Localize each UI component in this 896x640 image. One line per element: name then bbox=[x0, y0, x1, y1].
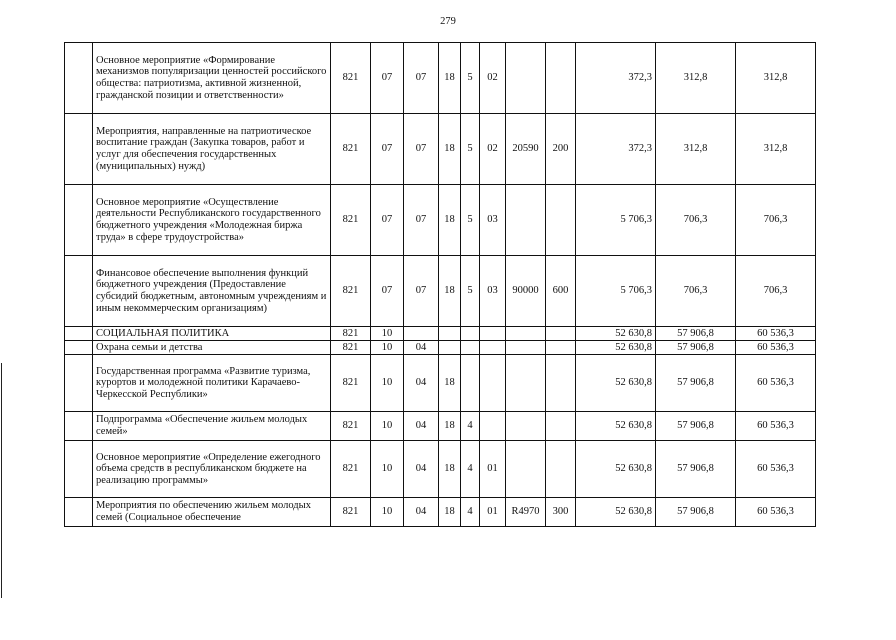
amount-year-2: 312,8 bbox=[656, 43, 736, 114]
subprogram-code: 5 bbox=[461, 185, 480, 256]
table-row bbox=[65, 256, 816, 327]
scan-edge-line bbox=[1, 363, 2, 598]
activity-code: 02 bbox=[480, 114, 506, 185]
section-code: 10 bbox=[371, 341, 404, 355]
direction-code: 20590 bbox=[506, 114, 546, 185]
amount-year-1: 52 630,8 bbox=[576, 341, 656, 355]
expense-type-code: 300 bbox=[546, 498, 576, 527]
amount-year-3: 312,8 bbox=[736, 114, 816, 185]
subsection-code: 07 bbox=[404, 256, 439, 327]
subprogram-code: 5 bbox=[461, 114, 480, 185]
activity-code: 01 bbox=[480, 498, 506, 527]
direction-code: 90000 bbox=[506, 256, 546, 327]
amount-year-2: 706,3 bbox=[656, 256, 736, 327]
amount-year-3: 312,8 bbox=[736, 43, 816, 114]
program-code: 18 bbox=[439, 43, 461, 114]
amount-year-1: 372,3 bbox=[576, 114, 656, 185]
amount-year-3: 60 536,3 bbox=[736, 327, 816, 341]
subsection-code: 04 bbox=[404, 341, 439, 355]
expense-type-code: 200 bbox=[546, 114, 576, 185]
program-code: 18 bbox=[439, 355, 461, 412]
section-code: 07 bbox=[371, 114, 404, 185]
amount-year-2: 57 906,8 bbox=[656, 327, 736, 341]
expense-type-code bbox=[546, 441, 576, 498]
subprogram-code: 4 bbox=[461, 412, 480, 441]
blank-cell bbox=[65, 43, 93, 114]
subprogram-code: 5 bbox=[461, 43, 480, 114]
program-code: 18 bbox=[439, 256, 461, 327]
row-name: Мероприятия, направленные на патриотическое воспитание граждан (Закупка товаров, работ и услуг для обеспечения государственных (муниципальных) нужд) bbox=[93, 114, 331, 185]
amount-year-2: 57 906,8 bbox=[656, 341, 736, 355]
table-row bbox=[65, 43, 816, 114]
ministry-code: 821 bbox=[331, 412, 371, 441]
section-code: 07 bbox=[371, 185, 404, 256]
amount-year-3: 706,3 bbox=[736, 185, 816, 256]
direction-code bbox=[506, 43, 546, 114]
expense-type-code: 600 bbox=[546, 256, 576, 327]
budget-table bbox=[64, 42, 816, 527]
activity-code bbox=[480, 355, 506, 412]
activity-code: 03 bbox=[480, 256, 506, 327]
amount-year-3: 60 536,3 bbox=[736, 341, 816, 355]
blank-cell bbox=[65, 355, 93, 412]
ministry-code: 821 bbox=[331, 498, 371, 527]
subsection-code bbox=[404, 327, 439, 341]
program-code: 18 bbox=[439, 185, 461, 256]
amount-year-1: 52 630,8 bbox=[576, 412, 656, 441]
row-name: Основное мероприятие «Определение ежегодного объема средств в республиканском бюджете на реализацию программы» bbox=[93, 441, 331, 498]
table-row bbox=[65, 114, 816, 185]
table-row bbox=[65, 327, 816, 341]
table-row bbox=[65, 355, 816, 412]
ministry-code: 821 bbox=[331, 43, 371, 114]
subsection-code: 07 bbox=[404, 185, 439, 256]
blank-cell bbox=[65, 185, 93, 256]
blank-cell bbox=[65, 327, 93, 341]
subsection-code: 04 bbox=[404, 441, 439, 498]
section-code: 10 bbox=[371, 441, 404, 498]
amount-year-1: 52 630,8 bbox=[576, 498, 656, 527]
section-code: 10 bbox=[371, 412, 404, 441]
amount-year-3: 60 536,3 bbox=[736, 498, 816, 527]
amount-year-1: 52 630,8 bbox=[576, 327, 656, 341]
blank-cell bbox=[65, 114, 93, 185]
blank-cell bbox=[65, 498, 93, 527]
amount-year-3: 60 536,3 bbox=[736, 355, 816, 412]
subsection-code: 04 bbox=[404, 498, 439, 527]
subprogram-code: 4 bbox=[461, 498, 480, 527]
ministry-code: 821 bbox=[331, 327, 371, 341]
table-row bbox=[65, 341, 816, 355]
subsection-code: 07 bbox=[404, 114, 439, 185]
amount-year-2: 706,3 bbox=[656, 185, 736, 256]
subsection-code: 04 bbox=[404, 412, 439, 441]
subprogram-code bbox=[461, 327, 480, 341]
expense-type-code bbox=[546, 327, 576, 341]
direction-code bbox=[506, 355, 546, 412]
program-code bbox=[439, 341, 461, 355]
expense-type-code bbox=[546, 412, 576, 441]
expense-type-code bbox=[546, 43, 576, 114]
row-name: Основное мероприятие «Осуществление деятельности Республиканского государственного бюджетного учреждения «Молодежная биржа труда» в сфере трудоустройства» bbox=[93, 185, 331, 256]
subprogram-code: 4 bbox=[461, 441, 480, 498]
ministry-code: 821 bbox=[331, 114, 371, 185]
row-name: Государственная программа «Развитие туризма, курортов и молодежной политики Карачаево-Черкесской Республики» bbox=[93, 355, 331, 412]
amount-year-1: 52 630,8 bbox=[576, 441, 656, 498]
row-name: СОЦИАЛЬНАЯ ПОЛИТИКА bbox=[93, 327, 331, 341]
row-name: Подпрограмма «Обеспечение жильем молодых семей» bbox=[93, 412, 331, 441]
direction-code bbox=[506, 185, 546, 256]
amount-year-2: 57 906,8 bbox=[656, 412, 736, 441]
program-code: 18 bbox=[439, 114, 461, 185]
amount-year-2: 57 906,8 bbox=[656, 355, 736, 412]
program-code: 18 bbox=[439, 441, 461, 498]
direction-code bbox=[506, 327, 546, 341]
subsection-code: 07 bbox=[404, 43, 439, 114]
activity-code bbox=[480, 327, 506, 341]
row-name: Основное мероприятие «Формирование механизмов популяризации ценностей российского общества: патриотизма, активной жизненной, гражданской позиции и ответственности» bbox=[93, 43, 331, 114]
ministry-code: 821 bbox=[331, 341, 371, 355]
expense-type-code bbox=[546, 355, 576, 412]
page-number: 279 bbox=[440, 16, 456, 27]
ministry-code: 821 bbox=[331, 256, 371, 327]
blank-cell bbox=[65, 441, 93, 498]
amount-year-2: 312,8 bbox=[656, 114, 736, 185]
row-name: Охрана семьи и детства bbox=[93, 341, 331, 355]
subsection-code: 04 bbox=[404, 355, 439, 412]
amount-year-1: 5 706,3 bbox=[576, 256, 656, 327]
direction-code: R4970 bbox=[506, 498, 546, 527]
table-row bbox=[65, 498, 816, 527]
blank-cell bbox=[65, 256, 93, 327]
row-name: Мероприятия по обеспечению жильем молодых семей (Социальное обеспечение bbox=[93, 498, 331, 527]
program-code: 18 bbox=[439, 412, 461, 441]
expense-type-code bbox=[546, 185, 576, 256]
direction-code bbox=[506, 412, 546, 441]
section-code: 10 bbox=[371, 327, 404, 341]
amount-year-2: 57 906,8 bbox=[656, 498, 736, 527]
amount-year-3: 706,3 bbox=[736, 256, 816, 327]
activity-code bbox=[480, 341, 506, 355]
table-row bbox=[65, 441, 816, 498]
program-code bbox=[439, 327, 461, 341]
subprogram-code bbox=[461, 341, 480, 355]
table-row bbox=[65, 412, 816, 441]
expense-type-code bbox=[546, 341, 576, 355]
activity-code bbox=[480, 412, 506, 441]
amount-year-3: 60 536,3 bbox=[736, 441, 816, 498]
section-code: 10 bbox=[371, 355, 404, 412]
section-code: 10 bbox=[371, 498, 404, 527]
program-code: 18 bbox=[439, 498, 461, 527]
ministry-code: 821 bbox=[331, 355, 371, 412]
amount-year-2: 57 906,8 bbox=[656, 441, 736, 498]
activity-code: 03 bbox=[480, 185, 506, 256]
activity-code: 01 bbox=[480, 441, 506, 498]
blank-cell bbox=[65, 412, 93, 441]
amount-year-1: 372,3 bbox=[576, 43, 656, 114]
section-code: 07 bbox=[371, 256, 404, 327]
direction-code bbox=[506, 341, 546, 355]
amount-year-1: 5 706,3 bbox=[576, 185, 656, 256]
blank-cell bbox=[65, 341, 93, 355]
table-row bbox=[65, 185, 816, 256]
ministry-code: 821 bbox=[331, 185, 371, 256]
row-name: Финансовое обеспечение выполнения функций бюджетного учреждения (Предоставление субсидий бюджетным, автономным учреждениям и иным некоммерческим организациям) bbox=[93, 256, 331, 327]
ministry-code: 821 bbox=[331, 441, 371, 498]
section-code: 07 bbox=[371, 43, 404, 114]
subprogram-code bbox=[461, 355, 480, 412]
direction-code bbox=[506, 441, 546, 498]
amount-year-3: 60 536,3 bbox=[736, 412, 816, 441]
subprogram-code: 5 bbox=[461, 256, 480, 327]
activity-code: 02 bbox=[480, 43, 506, 114]
amount-year-1: 52 630,8 bbox=[576, 355, 656, 412]
